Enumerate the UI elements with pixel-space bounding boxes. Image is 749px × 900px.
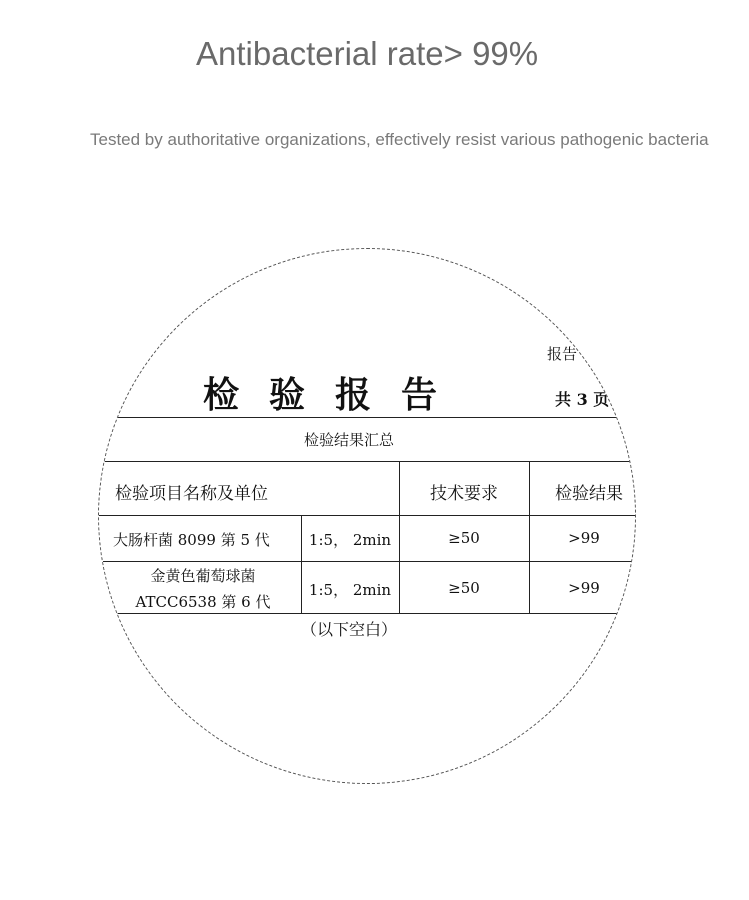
table-rule-top [99, 417, 636, 418]
row2-item-line2: ATCC6538 第 6 代 [135, 593, 271, 611]
inspection-report [99, 249, 636, 784]
table-rule [99, 515, 636, 516]
row1-item: 大肠杆菌 8099 第 5 代 [113, 531, 270, 549]
row2-result: >99 [568, 579, 600, 597]
subheadline: Tested by authoritative organizations, effectively resist various pathogenic bacteria [90, 130, 709, 149]
table-rule [99, 461, 636, 462]
column-header-item: 检验项目名称及单位 [115, 484, 268, 504]
row1-result: >99 [568, 529, 600, 547]
headline: Antibacterial rate> 99% [196, 35, 539, 72]
report-title: 检验报告 [203, 374, 468, 416]
column-header-requirement: 技术要求 [430, 484, 498, 504]
magnified-report-circle [98, 248, 636, 784]
row1-requirement: ≥50 [448, 529, 480, 547]
row2-condition: 1:5， 2min [308, 581, 392, 599]
table-rule [99, 561, 636, 562]
table-rule-bottom [99, 613, 636, 614]
blank-note: （以下空白） [300, 620, 397, 639]
row2-item-line1: 金黄色葡萄球菌 [150, 567, 256, 585]
page-count: 共 3 页 [555, 390, 610, 409]
report-number-label: 报告 [547, 345, 578, 363]
column-header-result: 检验结果 [555, 484, 623, 504]
summary-heading: 检验结果汇总 [303, 431, 394, 449]
row2-requirement: ≥50 [448, 579, 480, 597]
row1-condition: 1:5， 2min [308, 531, 392, 549]
